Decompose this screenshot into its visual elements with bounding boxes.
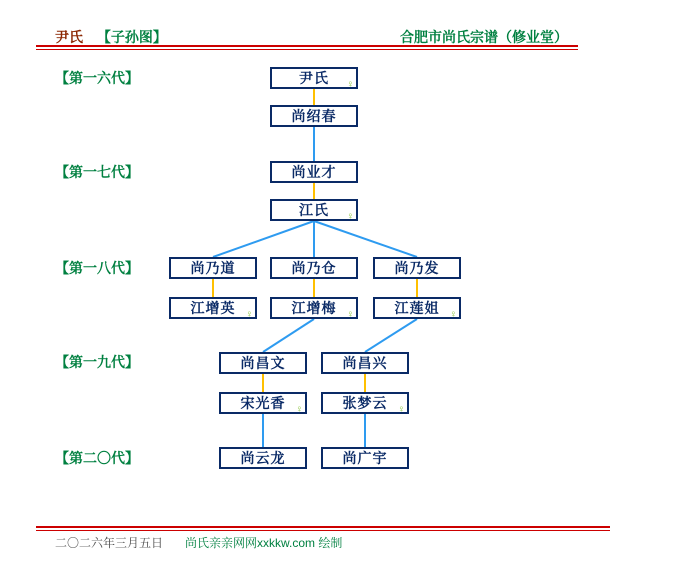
person-name: 张梦云 — [342, 395, 388, 411]
person-box-jianglianjie[interactable] — [373, 297, 461, 319]
female-gender-icon: ♀ — [295, 404, 303, 415]
chart-type-title: 【子孙图】 — [96, 29, 167, 45]
person-box-songguangxiang[interactable] — [219, 392, 307, 414]
person-box-shangyunlong[interactable] — [219, 447, 307, 469]
person-name: 尹氏 — [299, 70, 329, 86]
person-name: 尚乃发 — [394, 260, 440, 276]
person-box-shangchangwen[interactable] — [219, 352, 307, 374]
generation-label-18: 【第一八代】 — [55, 260, 139, 276]
person-name: 江增梅 — [291, 300, 337, 316]
female-gender-icon: ♀ — [245, 309, 253, 320]
person-box-shangnaidao[interactable] — [169, 257, 257, 279]
person-name: 尚广宇 — [342, 450, 388, 466]
footer-credit: 尚氏亲亲网网xxkkw.com 绘制 — [185, 536, 343, 550]
footer-date: 二〇二六年三月五日 — [55, 536, 164, 550]
person-box-shangguangyu[interactable] — [321, 447, 409, 469]
person-box-jiangzengying[interactable] — [169, 297, 257, 319]
person-box-shangnaifa[interactable] — [373, 257, 461, 279]
person-box-jiangzengmei[interactable] — [270, 297, 358, 319]
person-name: 尚云龙 — [240, 450, 286, 466]
generation-label-20: 【第二〇代】 — [55, 450, 139, 466]
person-name: 尚乃道 — [190, 260, 236, 276]
person-box-shangchangxing[interactable] — [321, 352, 409, 374]
descent-line-jiangzengmei-shangchangwen — [263, 319, 314, 352]
generation-label-17: 【第一七代】 — [55, 164, 139, 180]
person-name: 江莲姐 — [394, 300, 440, 316]
person-box-shangshaochun[interactable] — [270, 105, 358, 127]
female-gender-icon: ♀ — [346, 79, 354, 90]
descent-line-jiangshi-shangnaidao — [213, 221, 314, 257]
person-box-yinshi[interactable] — [270, 67, 358, 89]
person-name: 江氏 — [299, 202, 329, 218]
female-gender-icon: ♀ — [397, 404, 405, 415]
person-name: 宋光香 — [240, 395, 286, 411]
person-box-jiangshi[interactable] — [270, 199, 358, 221]
descent-line-jiangshi-shangnaifa — [314, 221, 417, 257]
person-box-zhangmengyun[interactable] — [321, 392, 409, 414]
person-box-shangnaicang[interactable] — [270, 257, 358, 279]
female-gender-icon: ♀ — [449, 309, 457, 320]
female-gender-icon: ♀ — [346, 211, 354, 222]
person-box-shangyecai[interactable] — [270, 161, 358, 183]
female-gender-icon: ♀ — [346, 309, 354, 320]
surname-title: 尹氏 — [55, 29, 83, 45]
person-name: 江增英 — [190, 300, 236, 316]
generation-label-16: 【第一六代】 — [55, 70, 139, 86]
person-name: 尚昌兴 — [342, 355, 388, 371]
generation-label-19: 【第一九代】 — [55, 354, 139, 370]
person-name: 尚昌文 — [240, 355, 286, 371]
person-name: 尚业才 — [291, 164, 337, 180]
person-name: 尚乃仓 — [291, 260, 337, 276]
person-name: 尚绍春 — [291, 108, 337, 124]
book-title: 合肥市尚氏宗谱（修业堂） — [400, 29, 568, 45]
descent-line-jianglianjie-shangchangxing — [365, 319, 417, 352]
